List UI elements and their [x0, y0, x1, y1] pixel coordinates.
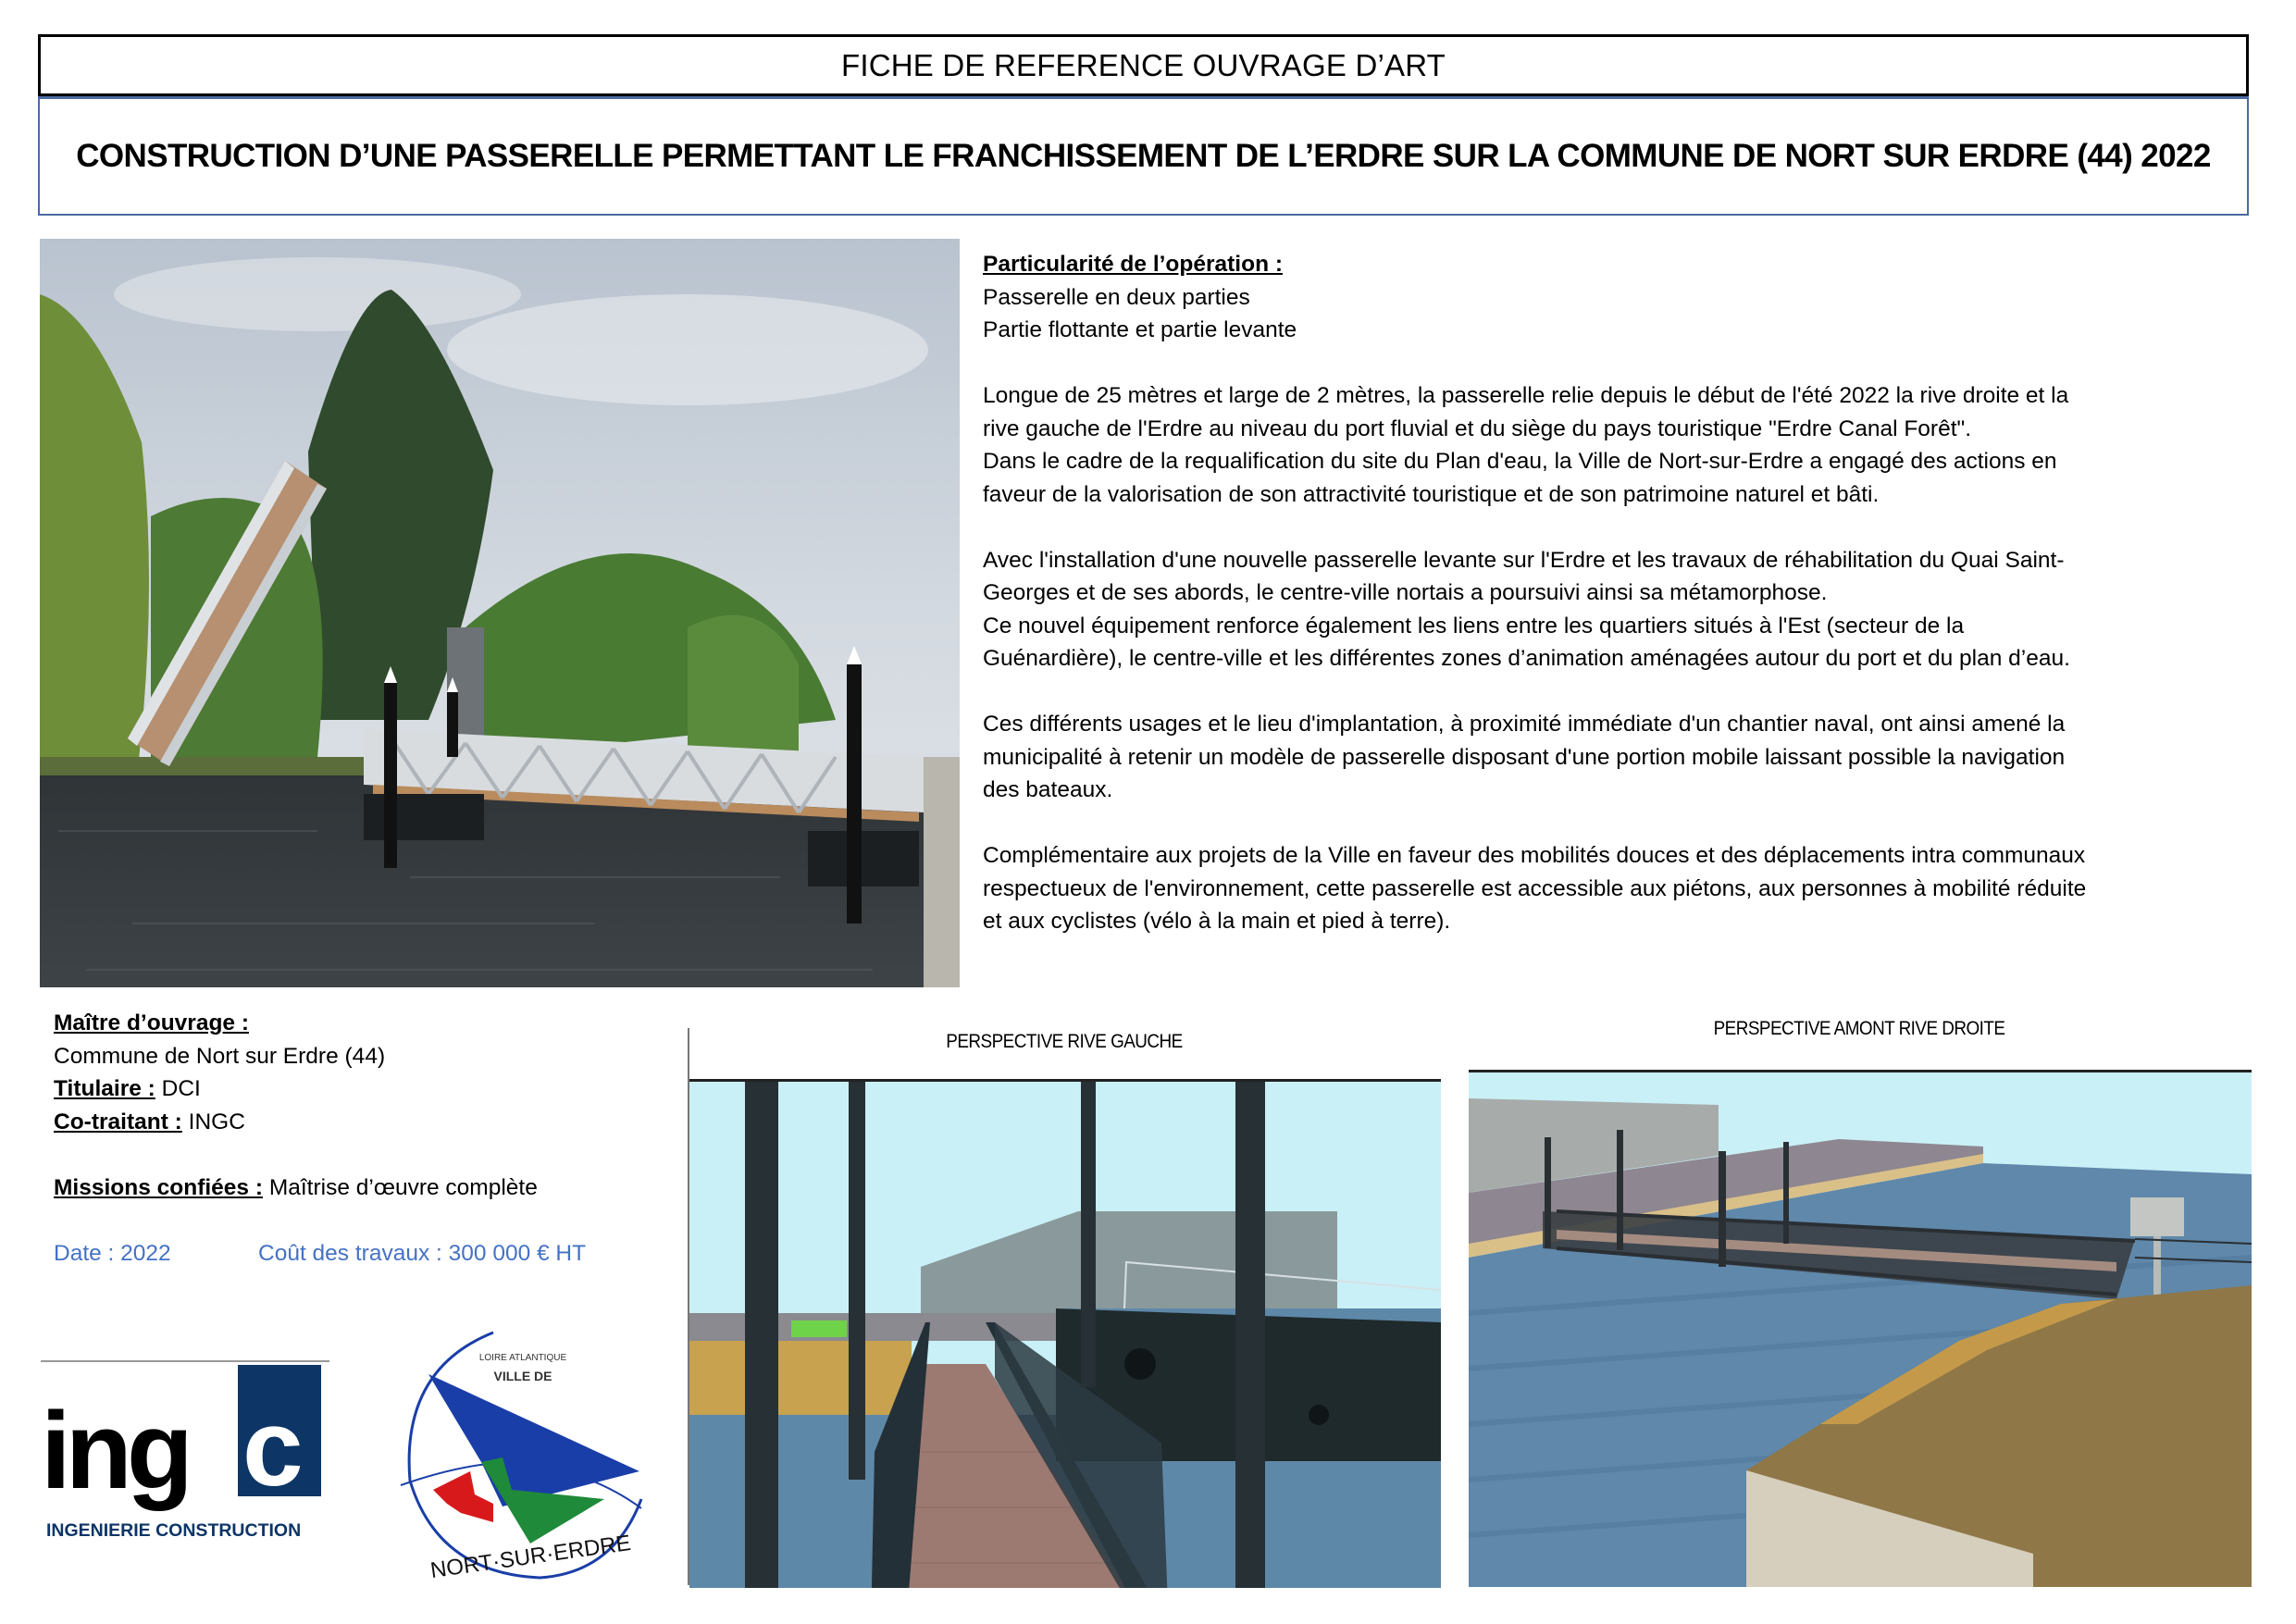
- maitre-ouvrage-label: Maître d’ouvrage :: [54, 1010, 250, 1035]
- perspective-right-label: PERSPECTIVE AMONT RIVE DROITE: [1713, 1018, 2005, 1039]
- nort-logo-top: LOIRE ATLANTIQUE: [478, 1353, 567, 1363]
- feature-line: Passerelle en deux parties: [983, 284, 1250, 310]
- cotraitant-label: Co-traitant :: [54, 1109, 182, 1134]
- project-info: [54, 1007, 683, 1270]
- titulaire-value: DCI: [155, 1076, 201, 1101]
- paragraph-line: Complémentaire aux projets de la Ville en faveur des mobilités douces et des déplacements intra communaux: [983, 843, 2086, 868]
- operation-description: [983, 248, 2251, 938]
- paragraph-line: Avec l'installation d'une nouvelle passerelle levante sur l'Erdre et les travaux de réhabilitation du Quai Saint-: [983, 547, 2065, 573]
- document-type-text: FICHE DE REFERENCE OUVRAGE D’ART: [840, 47, 1446, 82]
- ingc-box-letter: c: [242, 1387, 304, 1509]
- paragraph-line: Longue de 25 mètres et large de 2 mètres, la passerelle relie depuis le début de l'été 2022 la rive droite et la: [983, 383, 2069, 408]
- bridge-photo-illustration: [40, 239, 960, 987]
- perspective-left-label: PERSPECTIVE RIVE GAUCHE: [946, 1031, 1183, 1052]
- paragraph-line: rive gauche de l'Erdre au niveau du port fluvial et du siège du pays touristique "Erdre Canal Forêt".: [983, 415, 1972, 441]
- render-rive-gauche-illustration: [689, 1082, 1441, 1588]
- operation-heading: Particularité de l’opération :: [983, 252, 1284, 277]
- ingc-subtitle: INGENIERIE CONSTRUCTION: [46, 1520, 302, 1541]
- paragraph-line: faveur de la valorisation de son attractivité touristique et de son patrimoine naturel et bâti.: [983, 481, 1880, 507]
- project-title-header: [38, 96, 2249, 216]
- document-type-header: [38, 34, 2249, 96]
- ingc-logo-graphic: [41, 1360, 329, 1545]
- titulaire-label: Titulaire :: [54, 1076, 155, 1101]
- render-rive-droite-illustration: [1469, 1072, 2252, 1587]
- perspective-rive-gauche-render: [689, 1079, 1441, 1588]
- missions-label: Missions confiées :: [54, 1174, 264, 1200]
- paragraph-line: Guénardière), le centre-ville et les différentes zones d’animation aménagées autour du port et du plan d’eau.: [983, 646, 2070, 671]
- nort-logo-bottom: NORT·SUR·ERDRE: [428, 1530, 633, 1584]
- paragraph-line: Ce nouvel équipement renforce également les liens entre les quartiers situés à l'Est (secteur de la: [983, 613, 1965, 638]
- feature-line: Partie flottante et partie levante: [983, 317, 1297, 342]
- ingc-logo: [41, 1360, 329, 1545]
- paragraph-line: respectueux de l'environnement, cette passerelle est accessible aux piétons, aux personnes à mobilité réduite: [983, 875, 2087, 901]
- paragraph-line: municipalité à retenir un modèle de passerelle disposant d'une portion mobile laissant possible la navigation: [983, 744, 2066, 770]
- paragraph-line: Dans le cadre de la requalification du site du Plan d'eau, la Ville de Nort-sur-Erdre a engagé des actions en: [983, 449, 2057, 474]
- project-title: CONSTRUCTION D’UNE PASSERELLE PERMETTANT LE FRANCHISSEMENT DE L’ERDRE SUR LA COMMUNE DE NORT SUR ERDRE (44) 2022: [76, 138, 2211, 174]
- missions-value: Maîtrise d’œuvre complète: [263, 1174, 538, 1200]
- nort-logo-middle: VILLE DE: [493, 1369, 552, 1383]
- cost-value: Coût des travaux : 300 000 € HT: [258, 1240, 587, 1266]
- date-value: Date : 2022: [54, 1240, 171, 1266]
- bridge-photo: [40, 239, 960, 987]
- cotraitant-value: INGC: [181, 1109, 245, 1134]
- paragraph-line: des bateaux.: [983, 777, 1113, 802]
- nort-logo-graphic: [382, 1305, 664, 1587]
- perspective-amont-rive-droite-render: [1469, 1070, 2252, 1587]
- paragraph-line: et aux cyclistes (vélo à la main et pied à terre).: [983, 909, 1451, 934]
- maitre-ouvrage-value: Commune de Nort sur Erdre (44): [54, 1043, 386, 1069]
- ingc-letters: ing: [41, 1390, 188, 1512]
- paragraph-line: Georges et de ses abords, le centre-ville nortais a poursuivi ainsi sa métamorphose.: [983, 580, 1828, 605]
- paragraph-line: Ces différents usages et le lieu d'implantation, à proximité immédiate d'un chantier naval, ont ainsi amené la: [983, 712, 2066, 737]
- nort-sur-erdre-logo: [382, 1305, 664, 1587]
